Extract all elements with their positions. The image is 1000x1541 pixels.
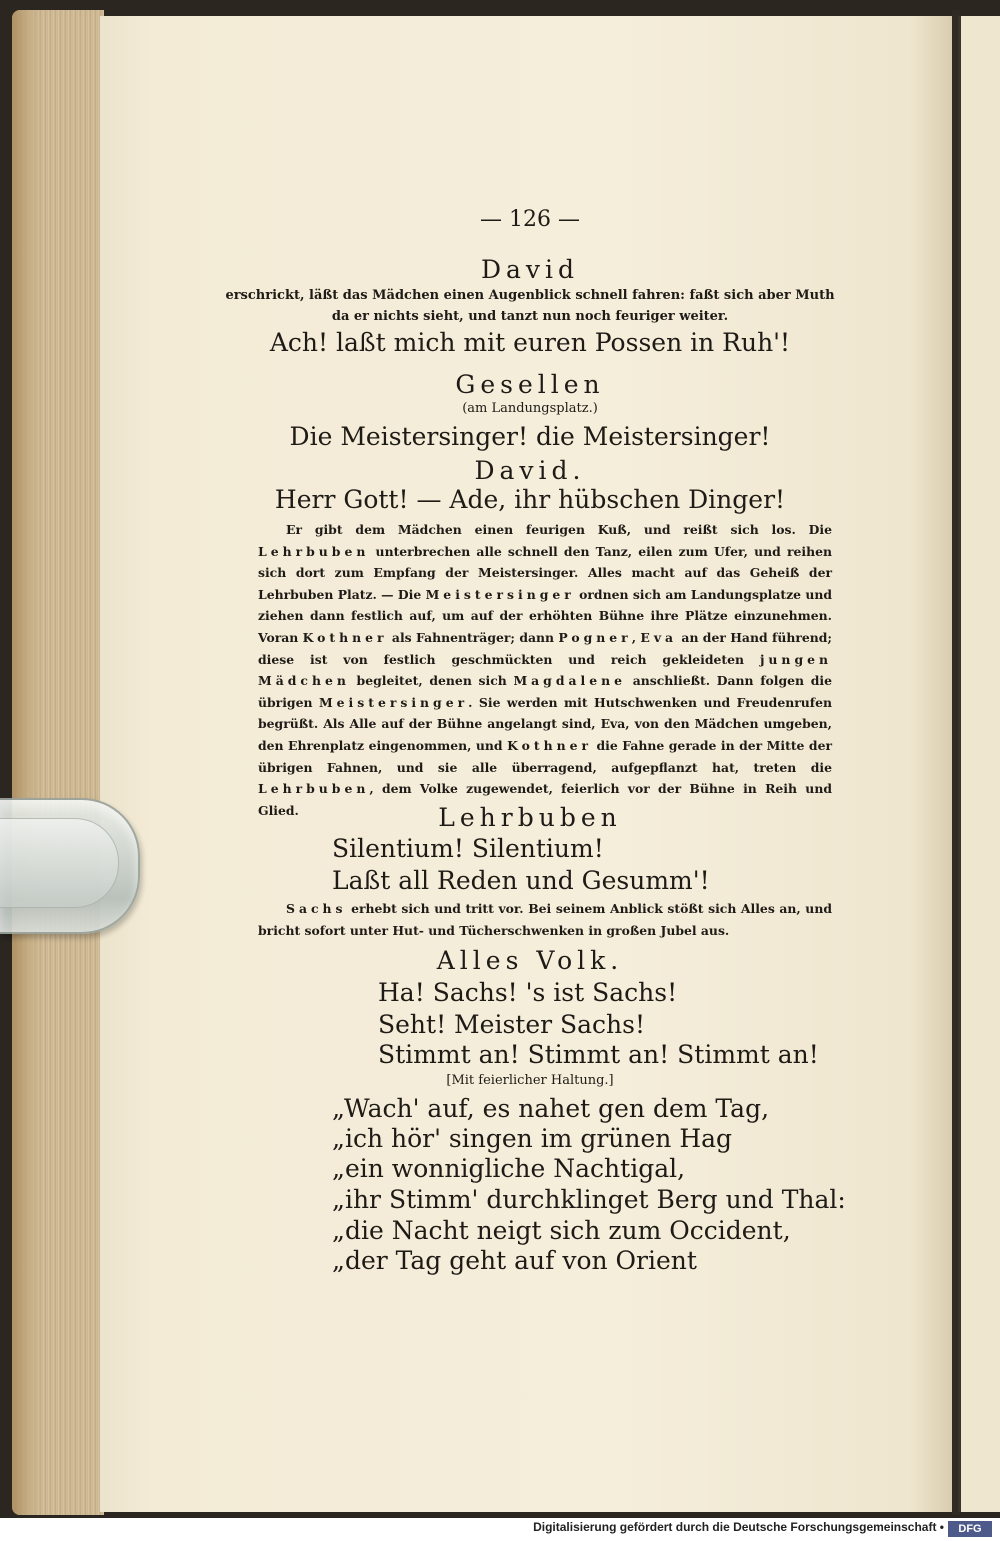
speaker-lehrbuben: Lehrbuben [438, 803, 622, 832]
funding-notice: Digitalisierung gefördert durch die Deutsche Forschungsgemeinschaft • [533, 1520, 944, 1534]
stage-direction: da er nichts sieht, und tanzt nun noch feuriger weiter. [331, 309, 729, 324]
sung-line: Ach! laßt mich mit euren Possen in Ruh'! [269, 328, 791, 357]
sung-line: Laßt all Reden und Gesumm'! [332, 866, 710, 895]
sung-line: Die Meistersinger! die Meistersinger! [289, 422, 771, 451]
chorale-line: „der Tag geht auf von Orient [332, 1246, 697, 1275]
dfg-logo: DFG [948, 1521, 992, 1537]
page-clip-highlight [0, 818, 119, 908]
chorale-line: „ich hör' singen im grünen Hag [332, 1124, 733, 1153]
speaker-alles-volk: Alles Volk. [436, 946, 624, 975]
sung-line: Silentium! Silentium! [332, 834, 604, 863]
stage-direction: [Mit feierlicher Haltung.] [446, 1073, 614, 1088]
sung-line: Ha! Sachs! 's ist Sachs! [378, 978, 678, 1007]
speaker-david: David [480, 255, 580, 284]
sung-line: Stimmt an! Stimmt an! Stimmt an! [378, 1040, 819, 1069]
facing-page-edge [958, 16, 1000, 1512]
speaker-david: David. [474, 456, 586, 485]
page-number: — 126 — [480, 207, 580, 232]
chorale-line: „ihr Stimm' durchklinget Berg und Thal: [332, 1185, 846, 1214]
sung-line: Herr Gott! — Ade, ihr hübschen Dinger! [274, 485, 786, 514]
speaker-gesellen: Gesellen [455, 370, 605, 399]
chorale-line: „ein wonnigliche Nachtigal, [332, 1154, 686, 1183]
chorale-line: „die Nacht neigt sich zum Occident, [332, 1216, 791, 1245]
page-edge-shadow [12, 10, 42, 1515]
stage-direction: erschrickt, läßt das Mädchen einen Augenblick schnell fahren: faßt sich aber Muth [225, 288, 835, 303]
stage-direction-paragraph: Sachs erhebt sich und tritt vor. Bei seinem Anblick stößt sich Alles an, und bricht sofort unter Hut- und Tücherschwenken in großen Jubel aus. [258, 901, 832, 938]
stage-direction: (am Landungsplatz.) [462, 401, 598, 416]
sung-line: Seht! Meister Sachs! [378, 1010, 646, 1039]
stage-direction-paragraph: Er gibt dem Mädchen einen feurigen Kuß, und reißt sich los. Die Lehrbuben unterbrechen alle schnell den Tanz, eilen zum Ufer, und reihen sich dort zum Empfang der Meistersinger. Alles macht auf das Geheiß der Lehrbuben Platz. — Die Meistersinger ordnen sich am Landungsplatze und ziehen dann festlich auf, um auf der erhöhten Bühne ihre Plätze einzunehmen. Voran Kothner als Fahnenträger; dann Pogner, Eva an der Hand führend; diese ist von festlich geschmückten und reich gekleideten jungen Mädchen begleitet, denen sich Magdalene anschließt. Dann folgen die übrigen Meistersinger. Sie werden mit Hutschwenken und Freudenrufen begrüßt. Als Alle auf der Bühne angelangt sind, Eva, von den Mädchen umgeben, den Ehrenplatz eingenommen, und Kothner die Fahne gerade in der Mitte der übrigen Fahnen, und sie alle überragend, aufgepflanzt hat, treten die Lehrbuben, dem Volke zugewendet, feierlich vor der Bühne in Reih und Glied. [258, 522, 833, 818]
chorale-line: „Wach' auf, es nahet gen dem Tag, [332, 1094, 770, 1123]
